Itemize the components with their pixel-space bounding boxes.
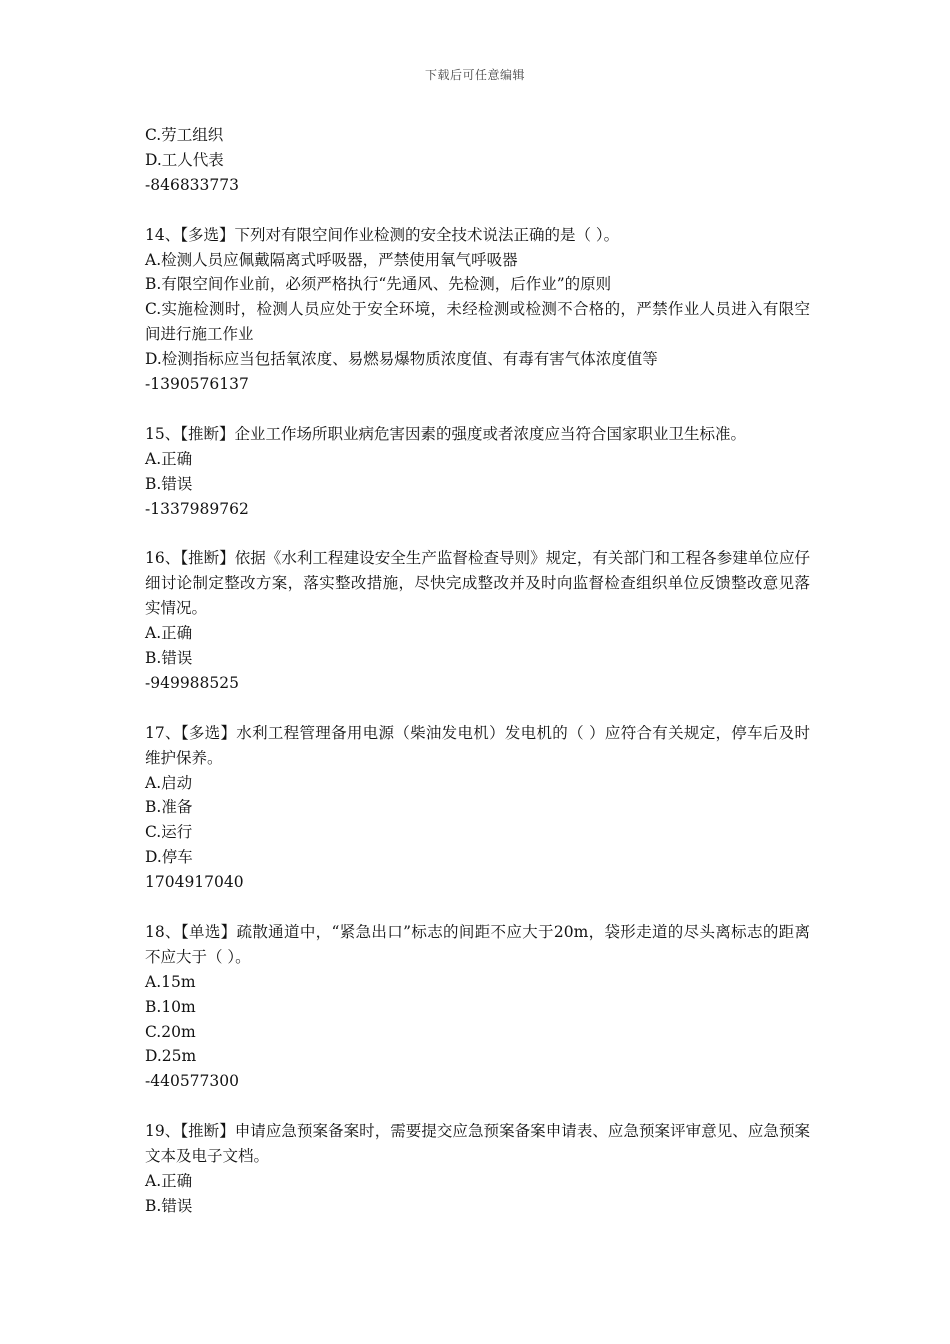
- option-item: D.工人代表: [145, 150, 224, 169]
- question-block: [145, 1119, 810, 1219]
- question-stem: 16、【推断】依据《水利工程建设安全生产监督检查导则》规定，有关部门和工程各参建单位应仔细讨论制定整改方案，落实整改措施，尽快完成整改并及时向监督检查组织单位反馈整改意见落实情况。: [145, 549, 810, 618]
- option-item: C.运行: [145, 823, 193, 842]
- question-stem: 14、【多选】下列对有限空间作业检测的安全技术说法正确的是（ ）。: [145, 225, 620, 244]
- option-item: C.实施检测时，检测人员应处于安全环境，未经检测或检测不合格的，严禁作业人员进入有限空间进行施工作业: [145, 300, 810, 344]
- spacer: [145, 198, 810, 223]
- option-item: B.有限空间作业前，必须严格执行“先通风、先检测，后作业”的原则: [145, 275, 612, 294]
- question-code: -949988525: [145, 673, 239, 692]
- option-item: A.正确: [145, 449, 193, 468]
- question-block: [145, 422, 810, 522]
- option-item: B.准备: [145, 798, 193, 817]
- option-item: A.正确: [145, 624, 193, 643]
- question-stem: 17、【多选】水利工程管理备用电源（柴油发电机）发电机的（ ）应符合有关规定，停车后及时维护保养。: [145, 723, 810, 767]
- option-item: C.劳工组织: [145, 126, 224, 144]
- option-item: B.错误: [145, 648, 193, 667]
- option-item: A.15m: [145, 972, 196, 991]
- question-code: -1390576137: [145, 375, 249, 394]
- spacer: [145, 696, 810, 721]
- question-block: [145, 223, 810, 397]
- spacer: [145, 397, 810, 422]
- document-body: [145, 123, 810, 1219]
- question-code: -846833773: [145, 175, 239, 194]
- spacer: [145, 895, 810, 920]
- option-item: A.检测人员应佩戴隔离式呼吸器，严禁使用氧气呼吸器: [145, 250, 518, 269]
- question-block: [145, 721, 810, 895]
- option-item: B.错误: [145, 1196, 193, 1215]
- question-stem: 19、【推断】申请应急预案备案时，需要提交应急预案备案申请表、应急预案评审意见、应急预案文本及电子文档。: [145, 1122, 810, 1166]
- question-code: -440577300: [145, 1072, 239, 1091]
- question-stem: 15、【推断】企业工作场所职业病危害因素的强度或者浓度应当符合国家职业卫生标准。: [145, 424, 746, 443]
- question-code: -1337989762: [145, 499, 249, 518]
- option-item: D.检测指标应当包括氧浓度、易燃易爆物质浓度值、有毒有害气体浓度值等: [145, 350, 658, 369]
- option-item: C.20m: [145, 1022, 196, 1041]
- option-item: D.25m: [145, 1047, 197, 1066]
- option-item: D.停车: [145, 848, 193, 867]
- option-item: B.10m: [145, 997, 196, 1016]
- option-item: A.正确: [145, 1171, 193, 1190]
- question-stem: 18、【单选】疏散通道中，“紧急出口”标志的间距不应大于20m，袋形走道的尽头离标志的距离不应大于（ ）。: [145, 922, 810, 966]
- spacer: [145, 1094, 810, 1119]
- question-code: 1704917040: [145, 873, 244, 892]
- option-item: A.启动: [145, 773, 193, 792]
- question-continuation: [145, 123, 810, 198]
- spacer: [145, 521, 810, 546]
- page-header: 下载后可任意编辑: [424, 68, 525, 82]
- option-item: B.错误: [145, 474, 193, 493]
- question-block: [145, 546, 810, 695]
- question-block: [145, 920, 810, 1094]
